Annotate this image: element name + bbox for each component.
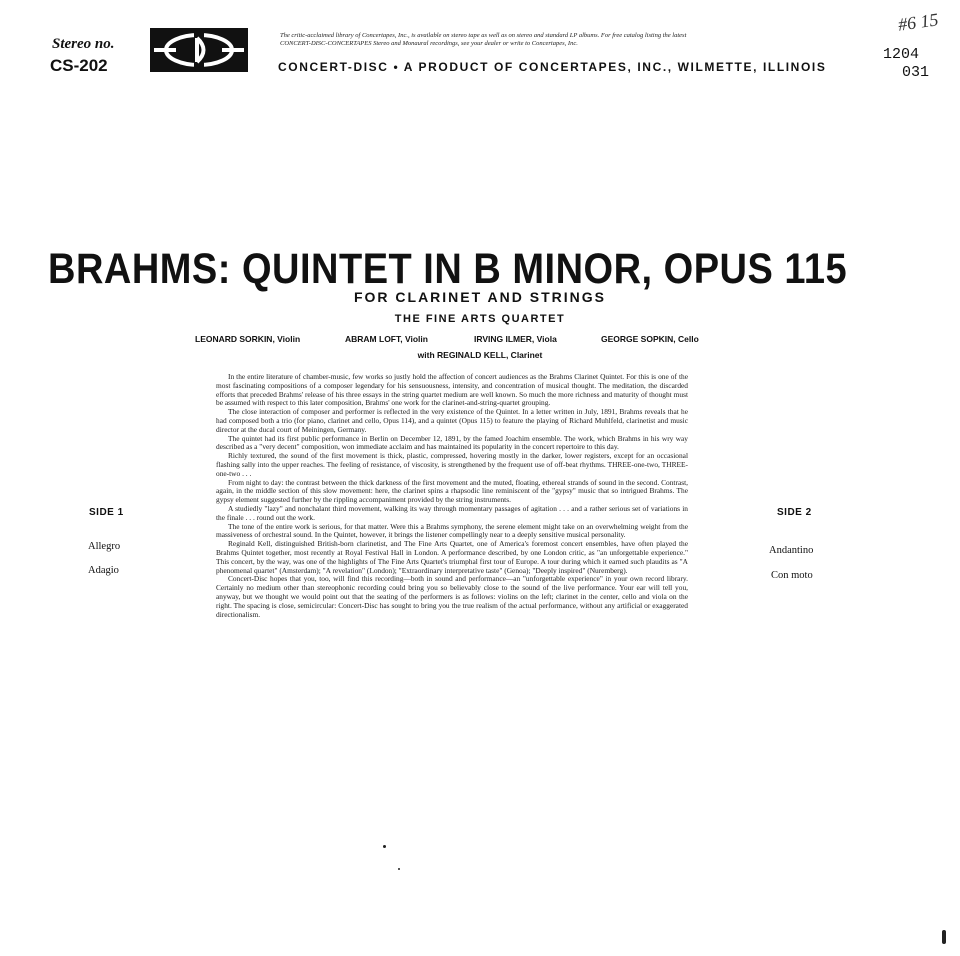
liner-notes-paragraph: The tone of the entire work is serious, for that matter. Were this a Brahms symphony, the serene element might take on an overwhelming weight from the massiveness of orchestral sound. In the Quintet, however, it brings the listener compellingly near to a deeply sensitive musical personality. — [216, 521, 688, 540]
side-2-movement: Andantino — [769, 545, 814, 556]
featured-soloist: with REGINALD KELL, Clarinet — [417, 350, 543, 360]
product-line: CONCERT-DISC • A PRODUCT OF CONCERTAPES, INC., WILMETTE, ILLINOIS — [278, 60, 827, 74]
liner-notes-paragraph: From night to day: the contrast between the thick darkness of the first movement and the muted, floating, ethereal strands of sound in the second. Contrast, again, in the middle section of this slow movement: here, the clarinet spins a rhapsodic line reminiscent of the "gypsy" music that so intrigued Brahms. The gypsy element suggested further by the rippling accompaniment provided by the string instruments. — [216, 477, 688, 505]
album-subtitle: FOR CLARINET AND STRINGS — [353, 289, 607, 305]
liner-notes-paragraph: Reginald Kell, distinguished British-born clarinetist, and The Fine Arts Quartet, one of America's foremost concert ensembles, have often played the Brahms Quintet together, most recently at Royal Festival Hall in London. A performance described, by one London critic, as "an unforgettable experience." This concert, by the way, was one of the highlights of The Fine Arts Quartet's triumphal first tour of Europe. A tour during which it earned such plaudits as "A phenomenal quartet" (Amsterdam); "A revelation" (London); "Extraordinary interpretative taste" (Genoa); "Deeply inspired" (Nuremberg). — [216, 539, 688, 575]
performer-credit: LEONARD SORKIN, Violin — [195, 334, 301, 344]
catalog-number: CS-202 — [50, 56, 108, 75]
print-speck — [398, 868, 400, 870]
liner-notes-paragraph: A studiedly "lazy" and nonchalant third movement, walking its way through momentary passages of agitation . . . and a rather serious set of variations in the finale . . . round out the work. — [216, 503, 688, 522]
liner-notes — [216, 373, 688, 619]
side-1-movement: Allegro — [88, 541, 121, 552]
side-1-movement: Adagio — [88, 565, 119, 576]
performer-credit: GEORGE SOPKIN, Cello — [601, 334, 699, 344]
performer-credit: ABRAM LOFT, Violin — [345, 334, 428, 344]
print-speck — [383, 845, 386, 848]
concert-disc-logo — [150, 28, 248, 72]
print-speck — [942, 930, 946, 944]
concert-disc-logo-icon — [150, 28, 248, 72]
stamp-number: 1204 — [883, 46, 920, 63]
handwritten-note: #6 15 — [896, 9, 940, 35]
side-2-movement: Con moto — [771, 570, 813, 581]
ensemble-name: THE FINE ARTS QUARTET — [394, 313, 566, 325]
liner-notes-paragraph: In the entire literature of chamber-music, few works so justly hold the affection of concert audiences as the Brahms Clarinet Quintet. For this is one of the most fascinating compositions of a composer legendary for his sensuousness, intensity, and concentration of musical thought. The meditation, the discarded efforts that preceded Brahms' release of his three essays in the string quartet medium are well known. So much the more richness and maturity of thought must be assumed with respect to this later composition, Brahms' one work for the clarinet-and-string-quartet grouping. — [216, 372, 688, 408]
stamp-number: 031 — [902, 64, 930, 81]
fine-print-line: The critic-acclaimed library of Concertapes, Inc., is available on stereo tape as well as on stereo and standard LP albums. For free catalog listing the latest — [280, 32, 687, 39]
fine-print — [280, 32, 900, 48]
liner-notes-paragraph: The quintet had its first public performance in Berlin on December 12, 1891, by the famed Joachim ensemble. The work, which Brahms in his wry way described as a "very decent" composition, won immediate acclaim and has maintained its popularity in the concert repertoire to this day. — [216, 433, 688, 452]
stereo-label: Stereo no. — [52, 36, 115, 52]
side-2-label: SIDE 2 — [777, 507, 812, 518]
liner-notes-paragraph: Richly textured, the sound of the first movement is thick, plastic, compressed, hovering mostly in the darker, lower registers, except for an occasional flashing sally into the upper reaches. The feeling of resistance, of viscosity, is strengthened by the frequent use of off-beat rhythms. THREE-one-two, THREE-one-two . . . — [216, 451, 688, 478]
side-1-label: SIDE 1 — [89, 507, 124, 518]
album-title: BRAHMS: QUINTET IN B MINOR, OPUS 115 — [48, 246, 848, 294]
liner-notes-paragraph: The close interaction of composer and performer is reflected in the very existence of the Quintet. In a letter written in July, 1891, Brahms reveals that he had composed both a trio (for piano, clarinet and cello, Opus 114), and a quintet (Opus 115) to feature the playing of Richard Muhlfeld, clarinetist and music director at the ducal court of Meiningen, Germany. — [216, 407, 688, 434]
liner-notes-paragraph: Concert-Disc hopes that you, too, will find this recording—both in sound and performance—an "unforgettable experience" in your own record library. Certainly no medium other than stereophonic recording could bring you so believably close to the sound of the live performance. Your ear will tell you, anyway, but we thought we would point out that the seating of the performers is as follows: violins on the left; clarinet in the center, cello and viola on the right. The spacing is close, semicircular: Concert-Disc has sought to bring you the true realism of the actual performance, without any artificial or exaggerated directionalism. — [216, 574, 688, 619]
performer-credit: IRVING ILMER, Viola — [474, 334, 557, 344]
fine-print-line: CONCERT-DISC-CONCERTAPES Stereo and Monaural recordings, see your dealer or write to Concertapes, Inc. — [280, 40, 578, 47]
